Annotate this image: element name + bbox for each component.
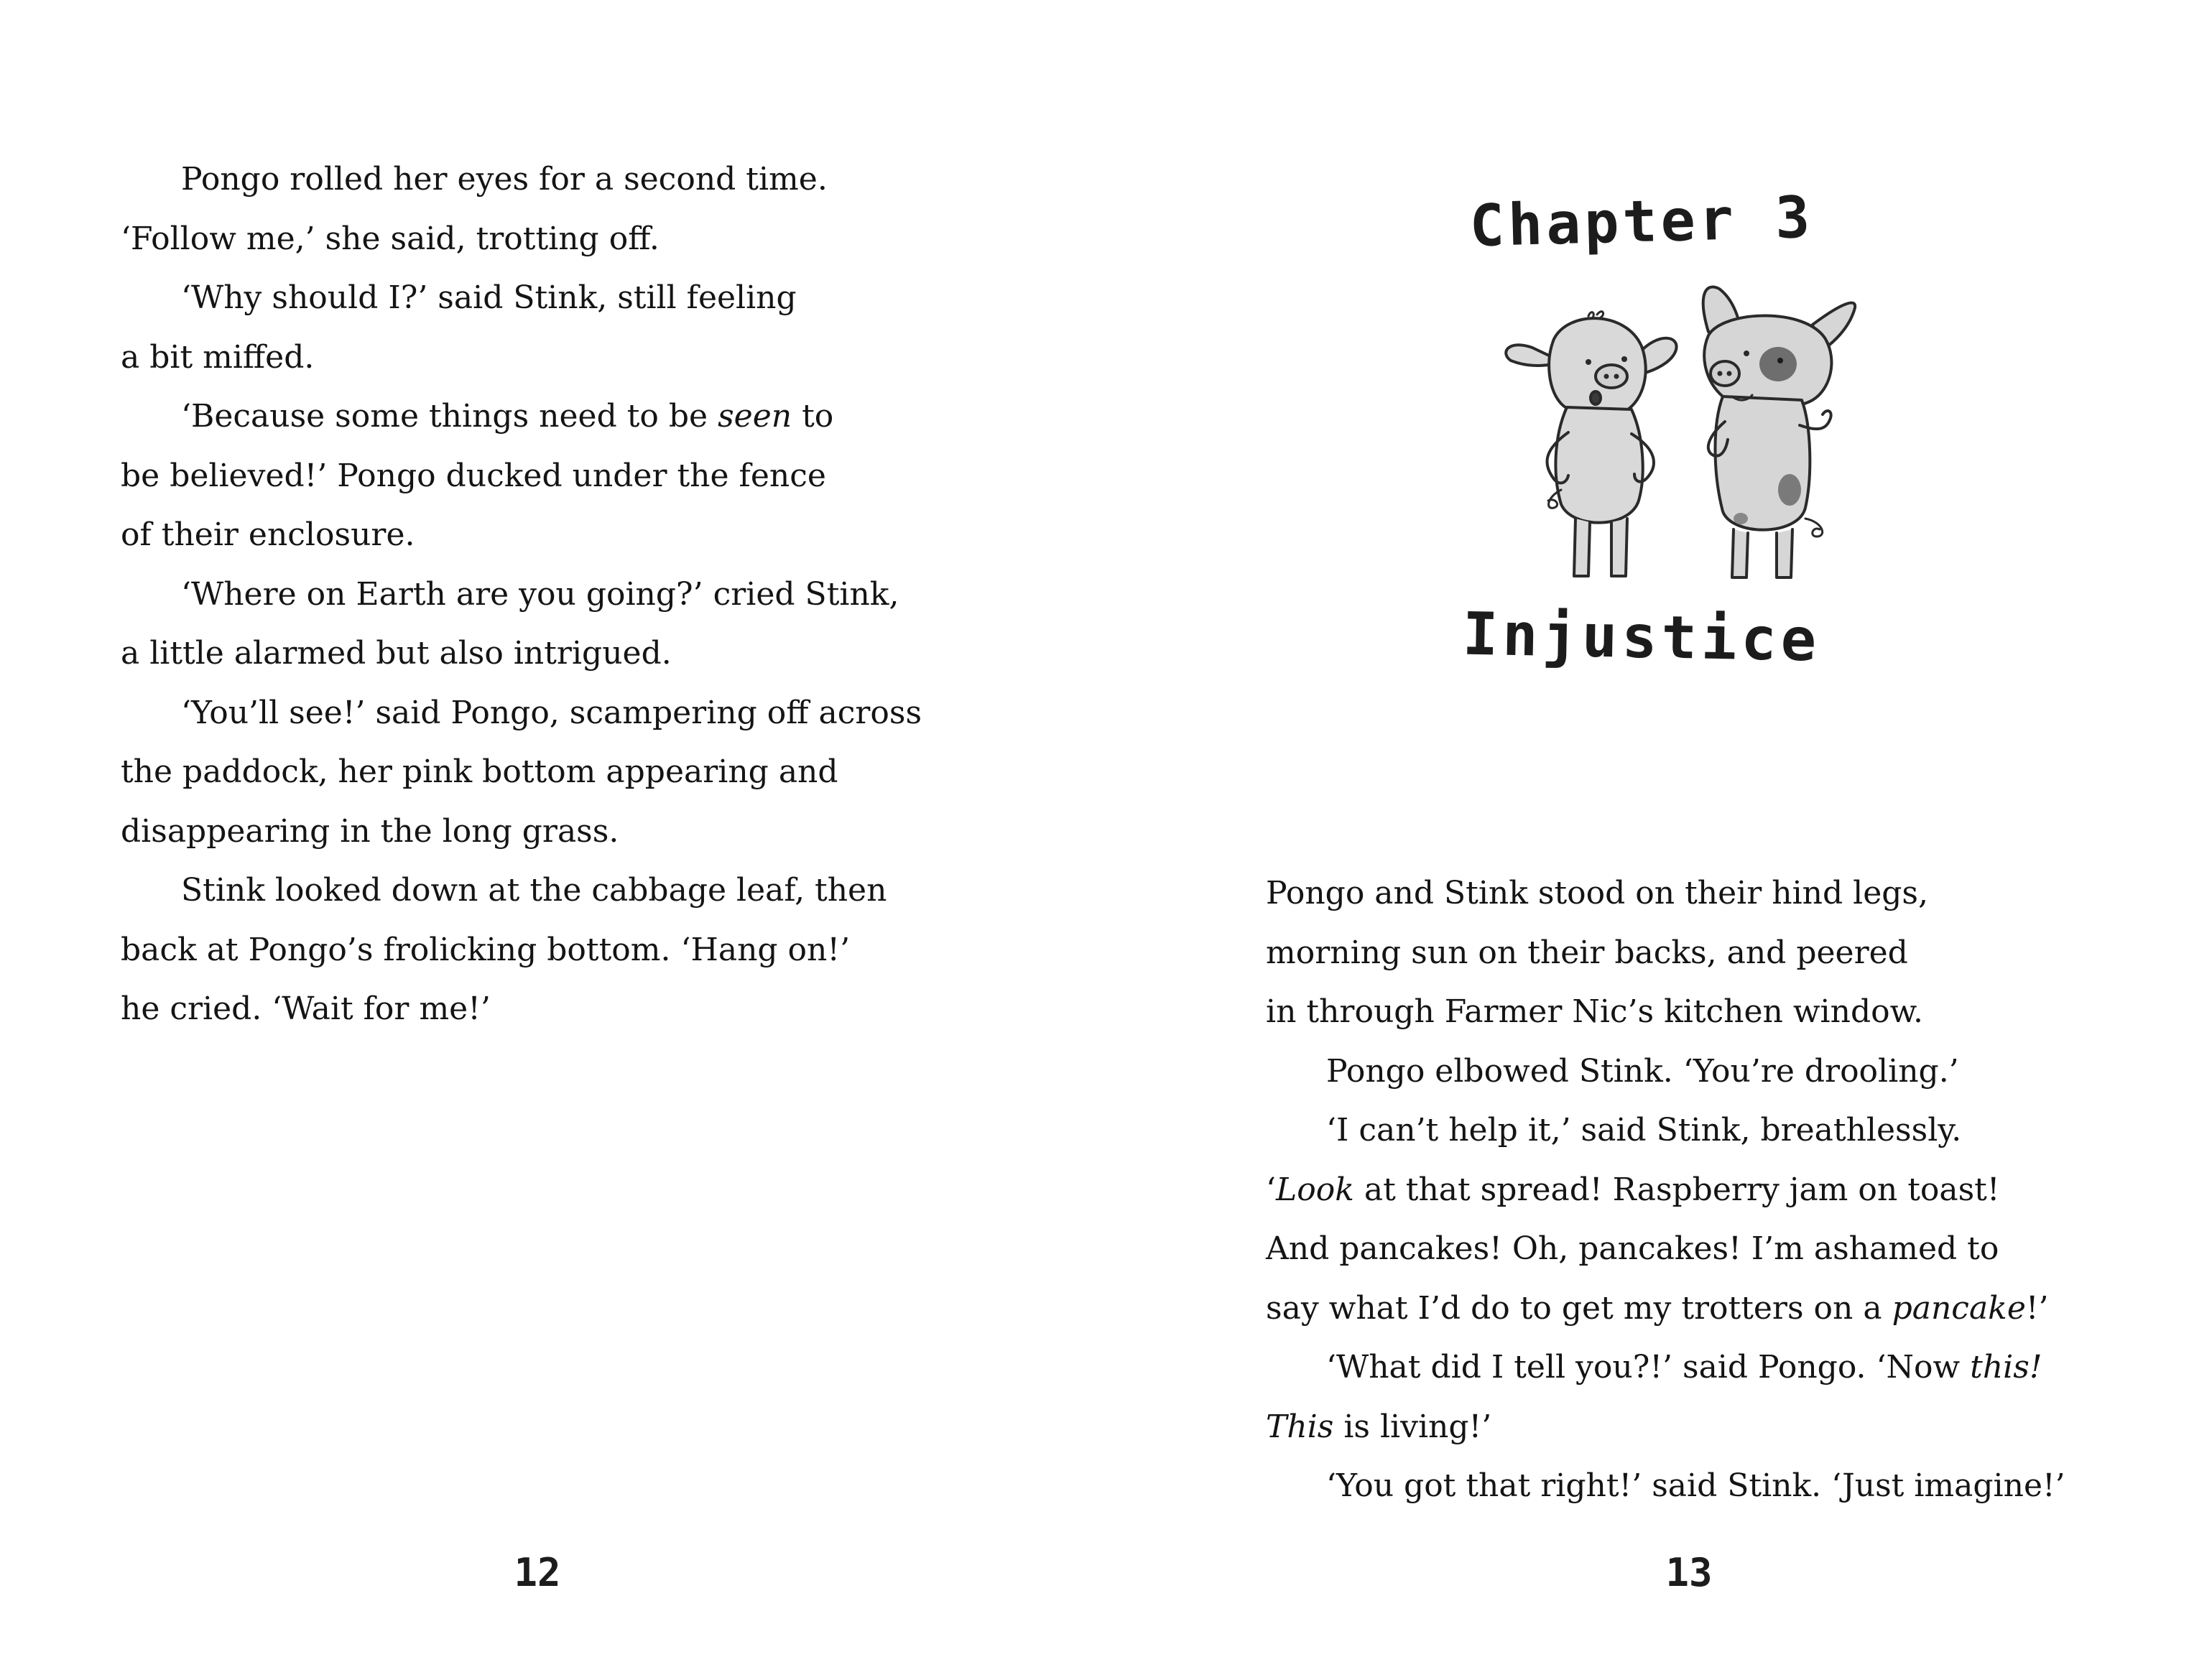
right-page [1094,0,2189,1680]
text-run: of their enclosure. [121,516,415,553]
pig-left-leg-right [1611,519,1627,576]
text-run: to [792,398,834,435]
text-line [1266,1101,2065,1161]
left-page-body-text [121,150,922,1039]
text-run: ‘Where on Earth are you going?’ cried Stink, [181,575,899,613]
text-line [121,210,922,269]
text-run: say what I’d do to get my trotters on a [1266,1289,1892,1327]
text-line [121,624,922,684]
page-number-left: 12 [514,1550,561,1595]
pig-left [1506,312,1676,576]
text-line [121,802,922,862]
text-run: a bit miffed. [121,338,315,376]
left-page [0,0,1094,1680]
text-run: is living!’ [1333,1408,1492,1445]
text-run: ‘You’ll see!’ said Pongo, scampering off across [181,694,922,731]
pig-left-body [1555,407,1642,523]
text-run: be believed!’ Pongo ducked under the fence [121,457,826,494]
text-run: a little alarmed but also intrigued. [121,635,672,672]
text-line [1266,1338,2065,1398]
text-line [121,506,922,565]
pig-left-leg-left [1574,519,1590,576]
pig-left-mouth [1591,391,1601,404]
text-line [121,269,922,328]
text-run: back at Pongo’s frolicking bottom. ‘Hang on!’ [121,931,851,968]
text-line [1266,1161,2065,1220]
pig-right-leg-right [1777,529,1792,577]
text-run: Pongo and Stink stood on their hind legs, [1266,875,1929,911]
pig-right-snout [1711,361,1739,386]
text-run: And pancakes! Oh, pancakes! I’m ashamed to [1266,1230,1999,1267]
text-run: ‘What did I tell you?!’ said Pongo. ‘Now [1326,1349,1971,1386]
text-line [121,447,922,506]
chapter-number: Chapter 3 [1468,183,1815,260]
text-run: ‘ [1266,1171,1276,1208]
text-line [121,387,922,447]
text-line [1266,1398,2065,1457]
page-number-right: 13 [1665,1550,1713,1595]
text-line [121,565,922,625]
text-line [1266,924,2065,983]
text-line [1266,983,2065,1042]
text-line [1266,1279,2065,1339]
text-run: Stink looked down at the cabbage leaf, then [181,872,887,909]
pig-right-leg-left [1732,529,1748,577]
text-run: ‘You got that right!’ said Stink. ‘Just imagine!’ [1326,1467,2065,1504]
text-run: the paddock, her pink bottom appearing and [121,753,838,790]
text-run: ‘Because some things need to be [181,398,718,435]
text-line [121,861,922,921]
text-run: at that spread! Raspberry jam on toast! [1353,1171,2000,1208]
italic-text: Look [1276,1171,1354,1208]
text-line [121,980,922,1039]
text-run: Pongo rolled her eyes for a second time. [181,161,828,198]
chapter-title: Injustice [1462,600,1821,675]
text-line [1266,1042,2065,1102]
text-run: !’ [2025,1289,2049,1327]
text-run: in through Farmer Nic’s kitchen window. [1266,993,1924,1030]
text-line [1266,864,2065,924]
text-line [121,743,922,802]
text-run: Pongo elbowed Stink. ‘You’re drooling.’ [1326,1052,1959,1090]
italic-text: this! [1970,1349,2042,1386]
italic-text: This [1266,1408,1334,1445]
text-line [1266,1457,2065,1516]
text-line [1266,1220,2065,1279]
right-page-body-text [1266,864,2065,1516]
two-pigs-illustration [1504,282,1892,605]
text-run: ‘Why should I?’ said Stink, still feeling [181,279,797,316]
text-run: disappearing in the long grass. [121,812,619,850]
text-line [121,921,922,980]
text-run: ‘I can’t help it,’ said Stink, breathlessly. [1326,1112,1962,1148]
pig-right-body [1715,396,1810,530]
italic-text: pancake [1892,1289,2026,1327]
text-line [121,328,922,388]
text-line [121,684,922,743]
italic-text: seen [718,398,792,435]
text-run: he cried. ‘Wait for me!’ [121,990,491,1027]
pig-right-eye-patch [1759,347,1797,381]
pig-right-tail [1805,519,1823,537]
pig-right [1703,287,1855,578]
text-line [121,150,922,210]
text-run: morning sun on their backs, and peered [1266,934,1908,971]
text-run: ‘Follow me,’ she said, trotting off. [121,220,660,257]
pig-left-snout [1596,365,1627,388]
